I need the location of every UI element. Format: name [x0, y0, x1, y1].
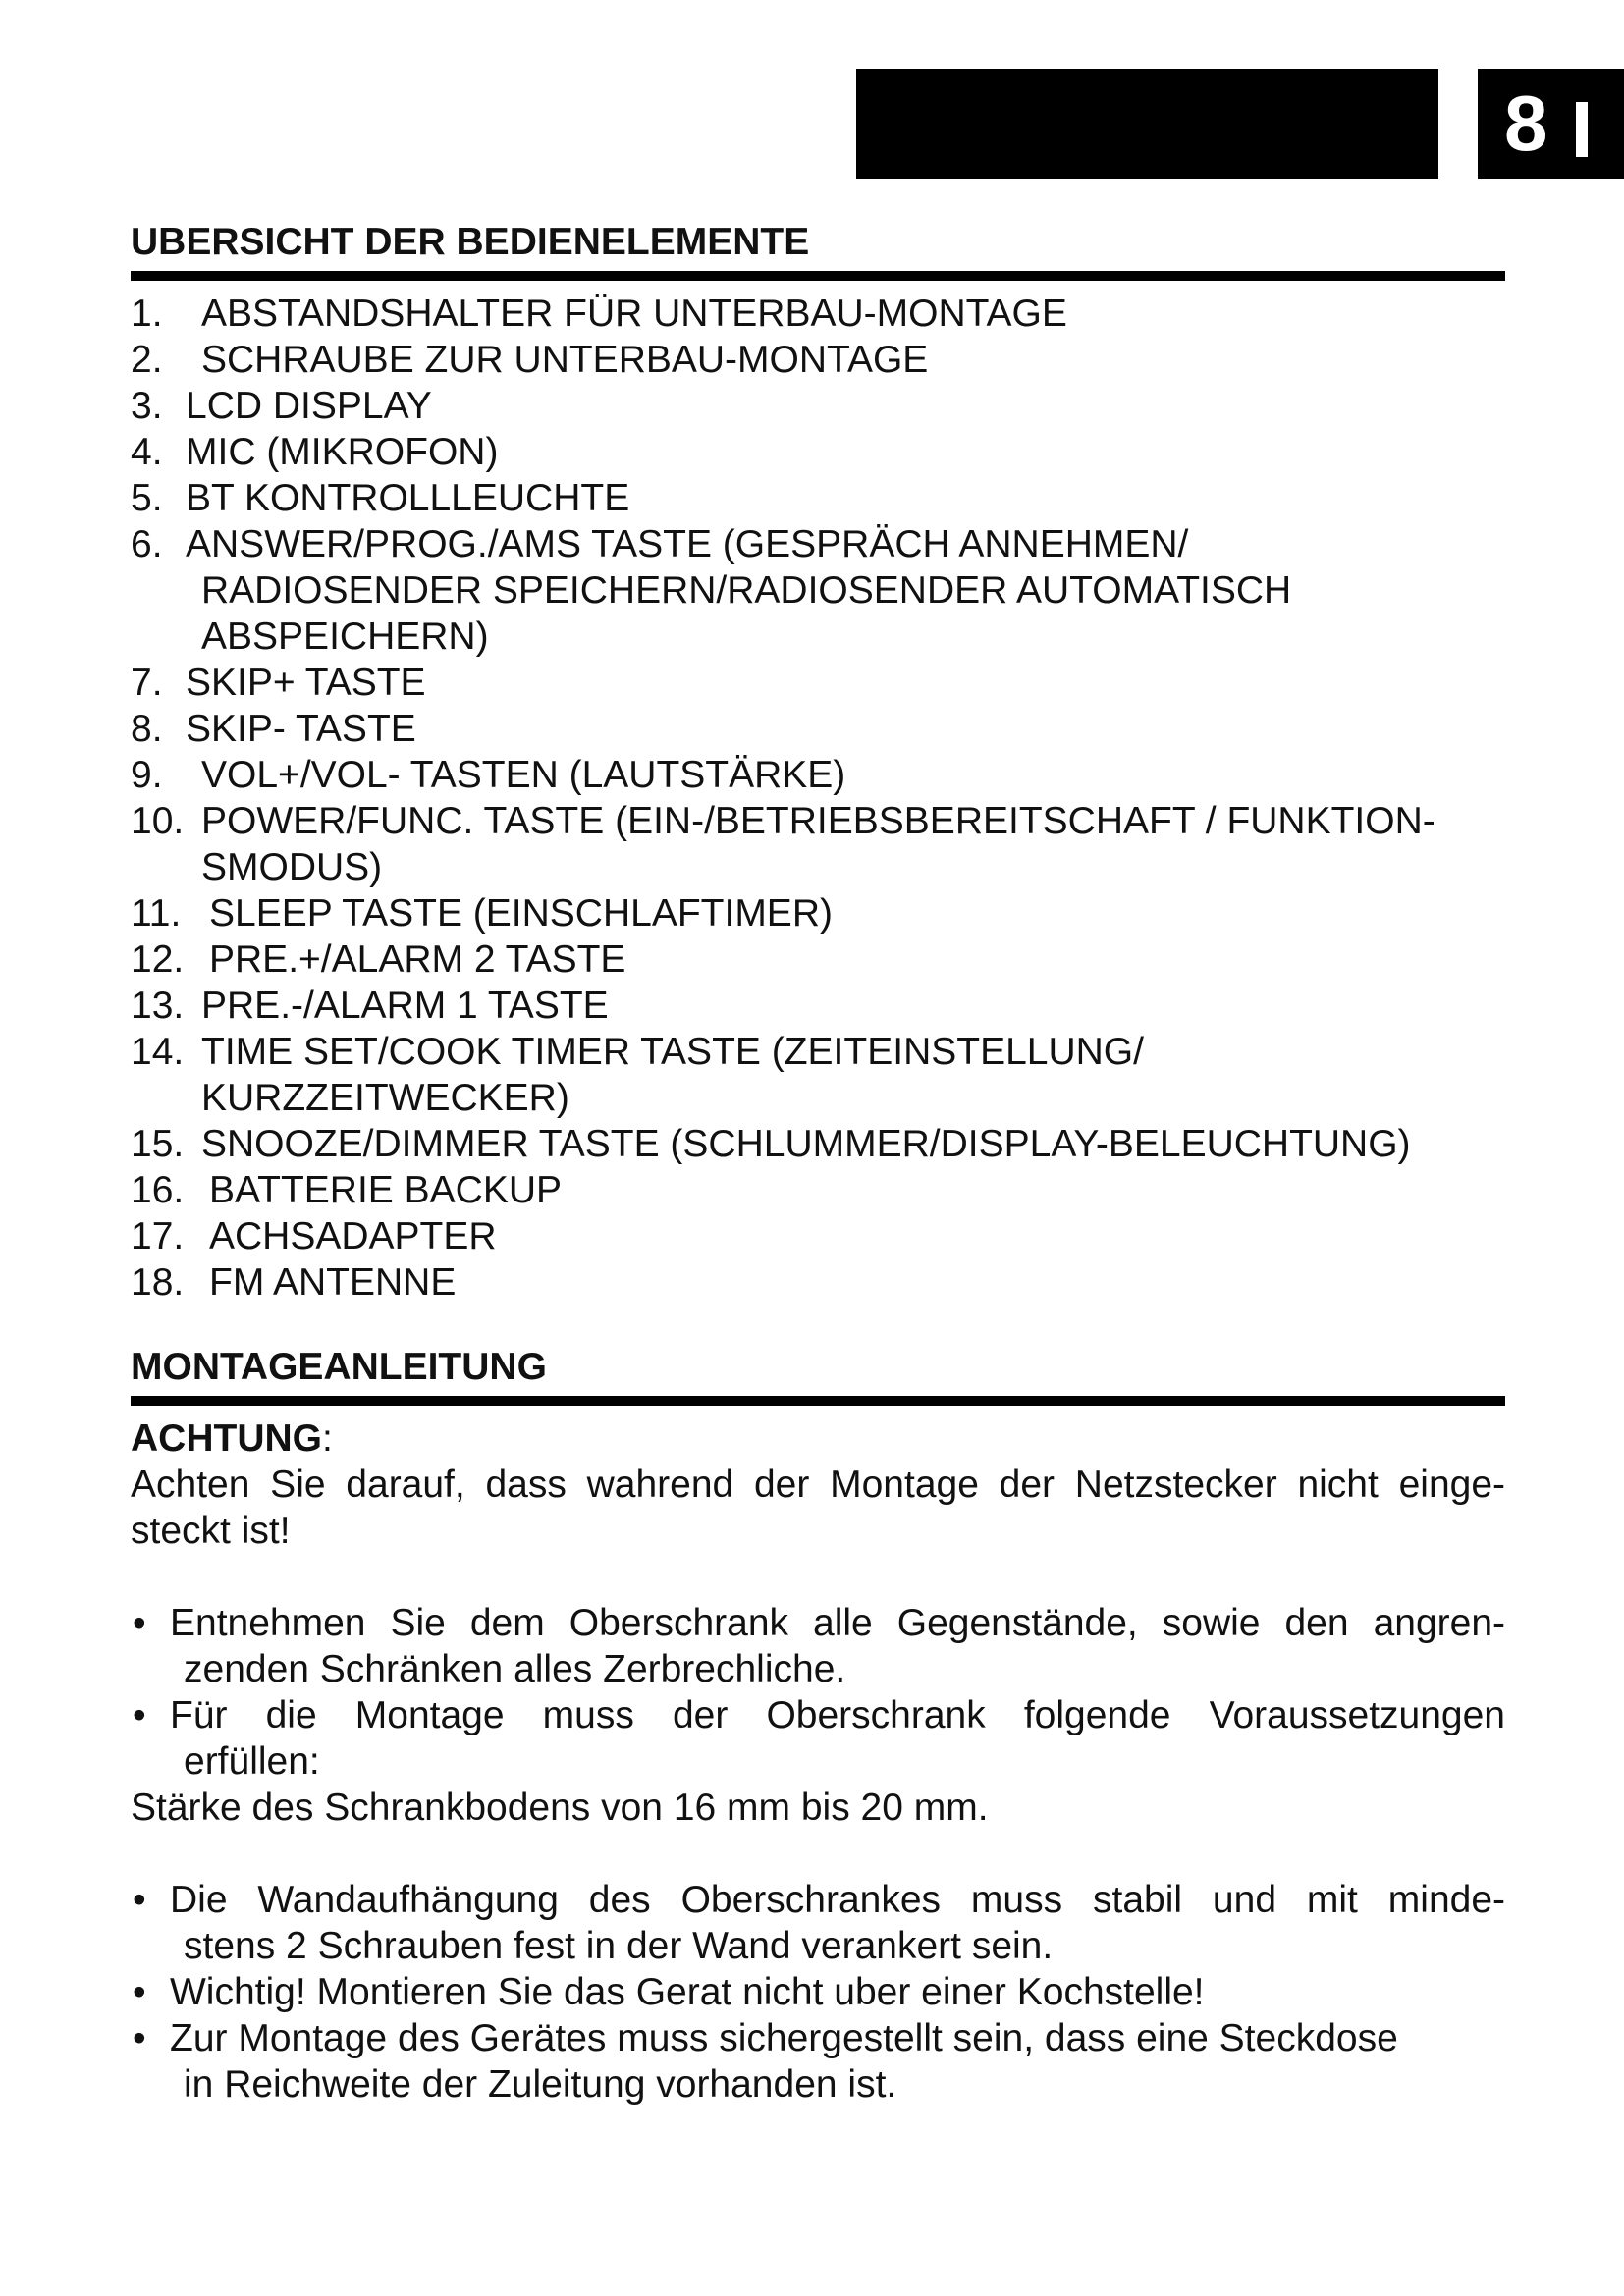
list-item: 8. SKIP- TASTE	[131, 708, 416, 750]
mounting-section	[131, 1343, 1505, 2108]
spacer	[131, 1554, 1505, 1600]
item-text-cont: SMODUS)	[201, 846, 383, 888]
item-text: SNOOZE/DIMMER TASTE (SCHLUMMER/DISPLAY-BELEUCHTUNG)	[201, 1123, 1411, 1165]
bullet-glyph: •	[133, 2017, 146, 2059]
list-item	[131, 2015, 1505, 2108]
mounting-section-title: MONTAGEANLEITUNG	[131, 1343, 1505, 1406]
list-item: 12. PRE.+/ALARM 2 TASTE	[131, 938, 626, 981]
warning-label: ACHTUNG	[131, 1417, 322, 1460]
item-text-cont: KURZZEITWECKER)	[201, 1077, 569, 1119]
list-item: 2. SCHRAUBE ZUR UNTERBAU-MONTAGE	[131, 339, 929, 381]
list-item	[131, 1692, 1505, 1785]
bullet-line-2: stens 2 Schrauben fest in der Wand verankert sein.	[184, 1925, 1054, 1967]
item-text: LCD DISPLAY	[186, 385, 432, 427]
bullet-line-1: Zur Montage des Gerätes muss sichergestellt sein, dass eine Steckdose	[170, 2017, 1398, 2059]
list-item: 13. PRE.-/ALARM 1 TASTE	[131, 985, 609, 1027]
item-text: VOL+/VOL- TASTEN (LAUTSTÄRKE)	[201, 754, 846, 796]
list-item: 18. FM ANTENNE	[131, 1261, 457, 1304]
header-bar	[856, 69, 1438, 179]
item-text: POWER/FUNC. TASTE (EIN-/BETRIEBSBEREITSCHAFT / FUNKTION-	[201, 800, 1435, 842]
warning-line-2: steckt ist!	[131, 1510, 291, 1552]
list-item: 4. MIC (MIKROFON)	[131, 431, 499, 473]
bullet-line-1: Die Wandaufhängung des Oberschrankes muss stabil und mit minde-	[170, 1879, 1505, 1921]
bullet-list-b	[131, 1877, 1505, 2108]
bullet-line-1: Wichtig! Montieren Sie das Gerat nicht uber einer Kochstelle!	[170, 1971, 1205, 2013]
list-item: 9. VOL+/VOL- TASTEN (LAUTSTÄRKE)	[131, 754, 846, 796]
list-item: 10. POWER/FUNC. TASTE (EIN-/BETRIEBSBEREITSCHAFT / FUNKTION- SMODUS)	[131, 798, 1505, 890]
page-number: 8	[1504, 80, 1548, 167]
bullet-line-2: erfüllen:	[184, 1740, 320, 1783]
item-text: BT KONTROLLLEUCHTE	[186, 477, 630, 519]
bullet-line-1: Entnehmen Sie dem Oberschrank alle Gegenstände, sowie den angren-	[170, 1602, 1505, 1644]
list-item: 14. TIME SET/COOK TIMER TASTE (ZEITEINSTELLUNG/ KURZZEITWECKER)	[131, 1029, 1505, 1121]
list-item	[131, 1877, 1505, 1969]
warning-colon: :	[321, 1417, 333, 1460]
thickness-note: Stärke des Schrankbodens von 16 mm bis 20 mm.	[131, 1787, 989, 1829]
item-text: ACHSADAPTER	[209, 1215, 497, 1257]
warning-line-1: Achten Sie darauf, dass wahrend der Montage der Netzstecker nicht einge-	[131, 1464, 1505, 1506]
item-text: SKIP+ TASTE	[186, 662, 426, 704]
bullet-line-2: in Reichweite der Zuleitung vorhanden ist.	[184, 2063, 897, 2106]
item-text: ANSWER/PROG./AMS TASTE (GESPRÄCH ANNEHMEN/	[186, 523, 1189, 565]
item-text: PRE.-/ALARM 1 TASTE	[201, 985, 609, 1027]
bullet-glyph: •	[133, 1694, 146, 1736]
item-text: TIME SET/COOK TIMER TASTE (ZEITEINSTELLUNG/	[201, 1031, 1144, 1073]
warning-heading	[131, 1415, 1505, 1462]
item-text: SKIP- TASTE	[186, 708, 416, 750]
list-item: 15. SNOOZE/DIMMER TASTE (SCHLUMMER/DISPLAY-BELEUCHTUNG)	[131, 1123, 1411, 1165]
controls-section-title: UBERSICHT DER BEDIENELEMENTE	[131, 218, 1505, 281]
item-text-cont: ABSPEICHERN)	[201, 615, 489, 658]
list-item: 3. LCD DISPLAY	[131, 385, 432, 427]
list-item: 1. ABSTANDSHALTER FÜR UNTERBAU-MONTAGE	[131, 293, 1067, 335]
list-item	[131, 1969, 1505, 2015]
item-text: SLEEP TASTE (EINSCHLAFTIMER)	[209, 892, 833, 934]
bullet-line-1: Für die Montage muss der Oberschrank folgende Voraussetzungen	[170, 1694, 1505, 1736]
spacer	[131, 1831, 1505, 1877]
list-item: 5. BT KONTROLLLEUCHTE	[131, 477, 630, 519]
page-content	[131, 218, 1505, 2108]
item-text: MIC (MIKROFON)	[186, 431, 499, 473]
bullet-glyph: •	[133, 1602, 146, 1644]
item-text: PRE.+/ALARM 2 TASTE	[209, 938, 626, 981]
warning-text	[131, 1462, 1505, 1554]
list-item: 17. ACHSADAPTER	[131, 1215, 497, 1257]
list-item: 6. ANSWER/PROG./AMS TASTE (GESPRÄCH ANNEHMEN/ RADIOSENDER SPEICHERN/RADIOSENDER AUTOMATISCH ABSPEICHERN)	[131, 521, 1505, 660]
page-number-tab	[1478, 69, 1624, 179]
bullet-list-a	[131, 1600, 1505, 1785]
controls-list	[131, 291, 1505, 1306]
item-text: FM ANTENNE	[209, 1261, 457, 1304]
item-text-cont: RADIOSENDER SPEICHERN/RADIOSENDER AUTOMATISCH	[201, 569, 1292, 612]
item-text: BATTERIE BACKUP	[209, 1169, 563, 1211]
list-item	[131, 1600, 1505, 1692]
list-item: 11. SLEEP TASTE (EINSCHLAFTIMER)	[131, 892, 833, 934]
list-item: 16. BATTERIE BACKUP	[131, 1169, 563, 1211]
list-item: 7. SKIP+ TASTE	[131, 662, 426, 704]
bullet-line-2: zenden Schränken alles Zerbrechliche.	[184, 1648, 846, 1690]
item-text: SCHRAUBE ZUR UNTERBAU-MONTAGE	[201, 339, 929, 381]
page-tab-notch	[1576, 102, 1588, 157]
item-text: ABSTANDSHALTER FÜR UNTERBAU-MONTAGE	[201, 293, 1067, 335]
bullet-glyph: •	[133, 1971, 146, 2013]
bullet-glyph: •	[133, 1879, 146, 1921]
